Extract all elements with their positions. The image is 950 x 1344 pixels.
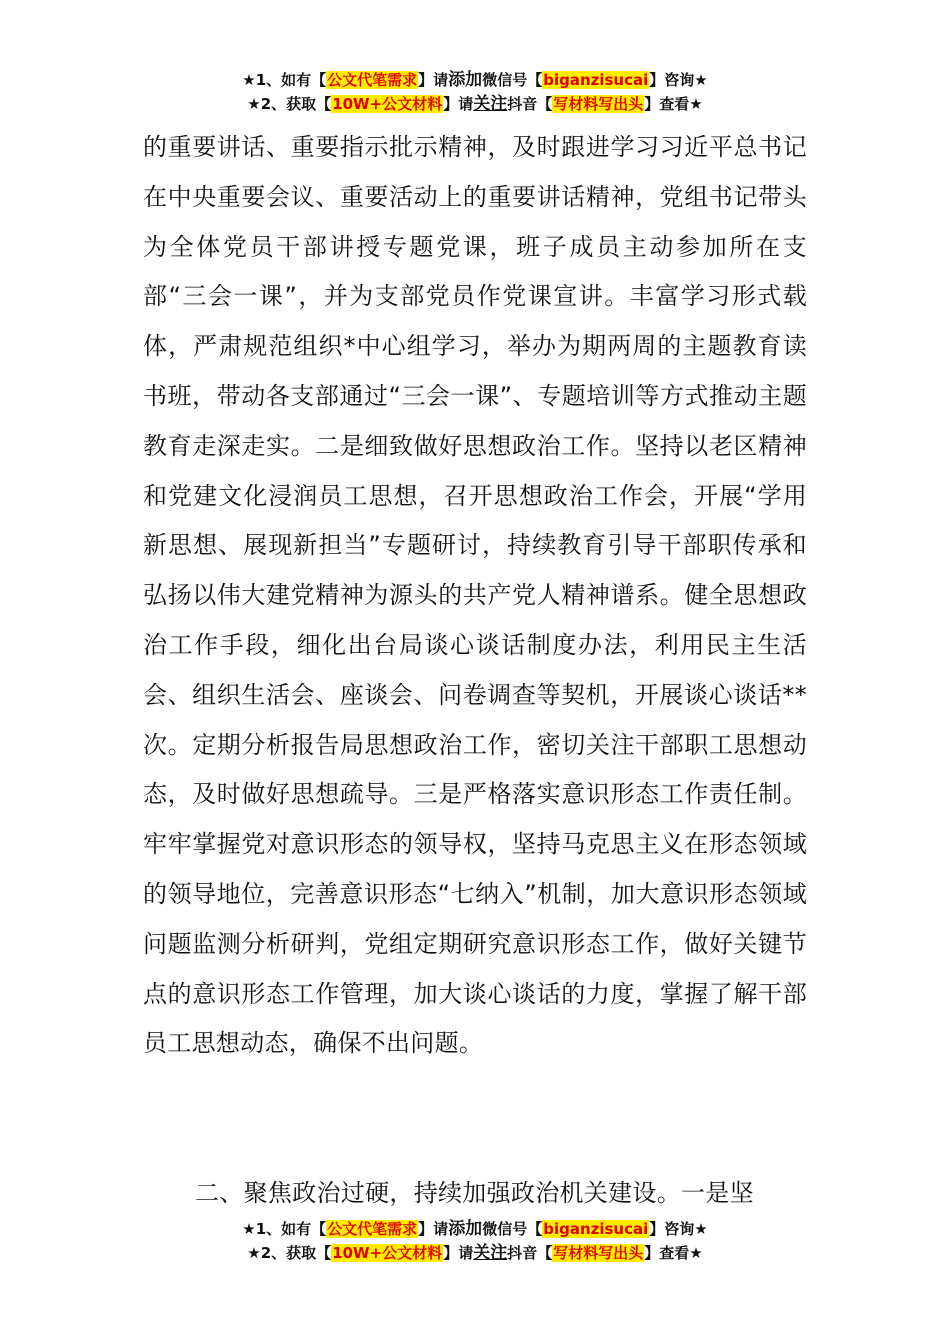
douyin-id-highlight: 写材料写出头	[553, 1244, 644, 1262]
footer-banner-line-2: ★2、获取【10W+公文材料】请关注抖音【写材料写出头】查看★	[247, 1243, 703, 1263]
wechat-id-highlight: biganzisucai	[543, 71, 649, 89]
body-paragraph: 的重要讲话、重要指示批示精神，及时跟进学习习近平总书记在中央重要会议、重要活动上的重要讲话精神，党组书记带头为全体党员干部讲授专题党课，班子成员主动参加所在支部“三会一课”，并为支部党员作党课宣讲。丰富学习形式载体，严肃规范组织*中心组学习，举办为期两周的主题教育读书班，带动各支部通过“三会一课”、专题培训等方式推动主题教育走深走实。二是细致做好思想政治工作。坚持以老区精神和党建文化浸润员工思想，召开思想政治工作会，开展“学用新思想、展现新担当”专题研讨，持续教育引导干部职传承和弘扬以伟大建党精神为源头的共产党人精神谱系。健全思想政治工作手段，细化出台局谈心谈话制度办法，利用民主生活会、组织生活会、座谈会、问卷调查等契机，开展谈心谈话**次。定期分析报告局思想政治工作，密切关注干部职工思想动态，及时做好思想疏导。三是严格落实意识形态工作责任制。牢牢掌握党对意识形态的领导权，坚持马克思主义在形态领域的领导地位，完善意识形态“七纳入”机制，加大意识形态领域问题监测分析研判，党组定期研究意识形态工作，做好关键节点的意识形态工作管理，加大谈心谈话的力度，掌握了解干部员工思想动态，确保不出问题。	[143, 133, 807, 1058]
douyin-id-highlight: 写材料写出头	[553, 95, 644, 113]
materials-highlight: 10W+公文材料	[332, 95, 443, 113]
header-banner	[0, 68, 950, 116]
wechat-id-highlight: biganzisucai	[543, 1220, 649, 1238]
service-highlight: 公文代笔需求	[327, 71, 418, 89]
footer-banner-line-1: ★1、如有【公文代笔需求】请添加微信号【biganzisucai】咨询★	[242, 1219, 708, 1239]
materials-highlight: 10W+公文材料	[332, 1244, 443, 1262]
header-banner-line-2: ★2、获取【10W+公文材料】请关注抖音【写材料写出头】查看★	[247, 94, 703, 114]
footer-banner	[0, 1217, 950, 1265]
service-highlight: 公文代笔需求	[327, 1220, 418, 1238]
header-banner-line-1: ★1、如有【公文代笔需求】请添加微信号【biganzisucai】咨询★	[242, 70, 708, 90]
section-heading: 二、聚焦政治过硬，持续加强政治机关建设。一是坚	[195, 1179, 754, 1207]
